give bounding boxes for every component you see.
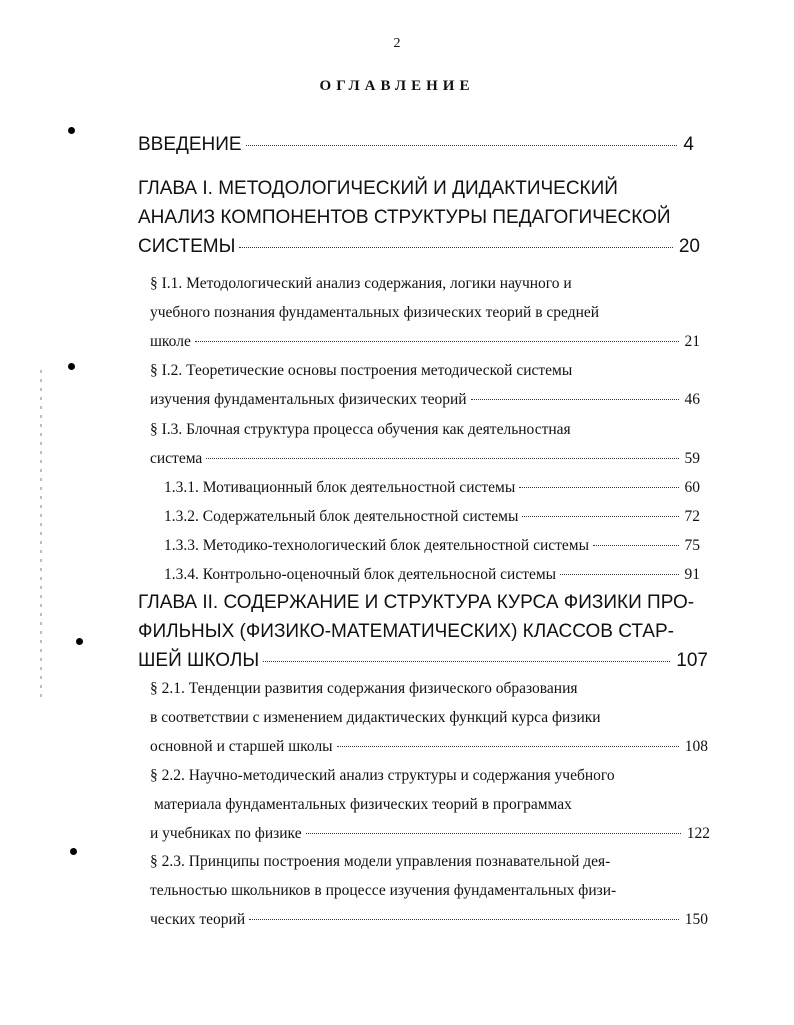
toc-entry-text: ческих теорий (150, 911, 246, 928)
toc-entry (150, 304, 599, 322)
toc-entry-text: ВВЕДЕНИЕ (138, 134, 242, 155)
toc-entry-page: 4 (683, 134, 694, 155)
toc-entry-text: 1.3.1. Мотивационный блок деятельностной системы (164, 479, 516, 496)
toc-entry-text: § I.3. Блочная структура процесса обучения как деятельностная (150, 421, 571, 438)
toc-entry (138, 621, 674, 643)
toc-entry-text: § 2.1. Тенденции развития содержания физического образования (150, 680, 578, 697)
toc-entry-text: АНАЛИЗ КОМПОНЕНТОВ СТРУКТУРЫ ПЕДАГОГИЧЕСКОЙ (138, 207, 671, 228)
toc-entry (150, 333, 700, 351)
toc-entry (138, 134, 694, 156)
toc-entry-text: § 2.3. Принципы построения модели управления познавательной дея- (150, 853, 611, 870)
toc-entry (150, 450, 700, 468)
toc-entry-text: 1.3.4. Контрольно-оценочный блок деятельносной системы (164, 566, 557, 583)
toc-entry (150, 391, 700, 409)
toc-entry (150, 709, 601, 727)
toc-entry-page: 20 (678, 236, 700, 257)
toc-entry (138, 650, 708, 672)
toc-entry-page: 150 (684, 911, 708, 928)
toc-entry (138, 207, 671, 229)
dot-leader (306, 833, 681, 834)
dot-leader (560, 574, 678, 575)
toc-entry-text: и учебниках по физике (150, 825, 302, 842)
toc-entry-page: 91 (684, 566, 700, 583)
toc-entry-text: учебного познания фундаментальных физических теорий в средней (150, 304, 600, 321)
toc-entry-text: система (150, 450, 203, 467)
toc-entry-text: ГЛАВА I. МЕТОДОЛОГИЧЕСКИЙ И ДИДАКТИЧЕСКИЙ (138, 178, 618, 199)
toc-entry (164, 508, 700, 526)
toc-entry-text: § I.2. Теоретические основы построения методической системы (150, 362, 573, 379)
toc-entry (164, 479, 700, 497)
dot-leader (206, 458, 678, 459)
dot-leader (246, 145, 678, 146)
toc-entry (154, 796, 572, 814)
dot-leader (519, 487, 678, 488)
dot-leader (593, 545, 678, 546)
toc-entry-page: 122 (686, 825, 710, 842)
toc-entry (150, 680, 578, 698)
dot-leader (522, 516, 678, 517)
toc-entry-text: изучения фундаментальных физических теорий (150, 391, 467, 408)
toc-entry-page: 108 (684, 738, 708, 755)
toc-entry-text: школе (150, 333, 191, 350)
toc-entry (164, 537, 700, 555)
toc-entry (150, 825, 710, 843)
toc-title: ОГЛАВЛЕНИЕ (319, 78, 475, 94)
toc-entry (164, 566, 700, 584)
toc-entry-text: ШЕЙ ШКОЛЫ (138, 650, 260, 671)
toc-entry-page: 46 (684, 391, 700, 408)
toc-entry-page: 21 (684, 333, 700, 350)
toc-entry-page: 75 (684, 537, 700, 554)
toc-entry-text: основной и старшей школы (150, 738, 333, 755)
toc-entry (150, 738, 708, 756)
toc-entry-page: 72 (684, 508, 700, 525)
toc-entry (150, 275, 572, 293)
dot-leader (263, 661, 670, 662)
toc-entry (150, 767, 615, 785)
toc-entry (150, 362, 572, 380)
toc-entry (150, 421, 571, 439)
page-number: 2 (393, 36, 401, 51)
toc-entry-text: 1.3.2. Содержательный блок деятельностной системы (164, 508, 519, 525)
toc-entry-text: ГЛАВА II. СОДЕРЖАНИЕ И СТРУКТУРА КУРСА ФИЗИКИ ПРО- (138, 592, 695, 613)
toc-entry-text: § 2.2. Научно-методический анализ структуры и содержания учебного (150, 767, 615, 784)
dot-leader (195, 341, 679, 342)
toc-entry-text: 1.3.3. Методико-технологический блок деятельностной системы (164, 537, 590, 554)
toc-entry-text: ФИЛЬНЫХ (ФИЗИКО-МАТЕМАТИЧЕСКИХ) КЛАССОВ СТАР- (138, 621, 674, 642)
toc-entry (150, 853, 610, 871)
toc-entry-text: тельностью школьников в процессе изучения фундаментальных физи- (150, 882, 617, 899)
dot-leader (337, 746, 679, 747)
toc-entry-page: 107 (676, 650, 708, 671)
toc-entry-text: СИСТЕМЫ (138, 236, 236, 257)
toc-entry-page: 59 (684, 450, 700, 467)
toc-entry-page: 60 (684, 479, 700, 496)
toc-entry-text: в соответствии с изменением дидактических функций курса физики (150, 709, 601, 726)
dot-leader (249, 919, 679, 920)
toc-entry-text: § I.1. Методологический анализ содержания, логики научного и (150, 275, 572, 292)
toc-entry (138, 178, 618, 200)
toc-entry (150, 882, 616, 900)
dot-leader (471, 399, 679, 400)
toc-entry-text: материала фундаментальных физических теорий в программах (154, 796, 572, 813)
toc-entry (138, 592, 694, 614)
toc-entry (138, 236, 700, 258)
toc-entry (150, 911, 708, 929)
dot-leader (239, 247, 672, 248)
